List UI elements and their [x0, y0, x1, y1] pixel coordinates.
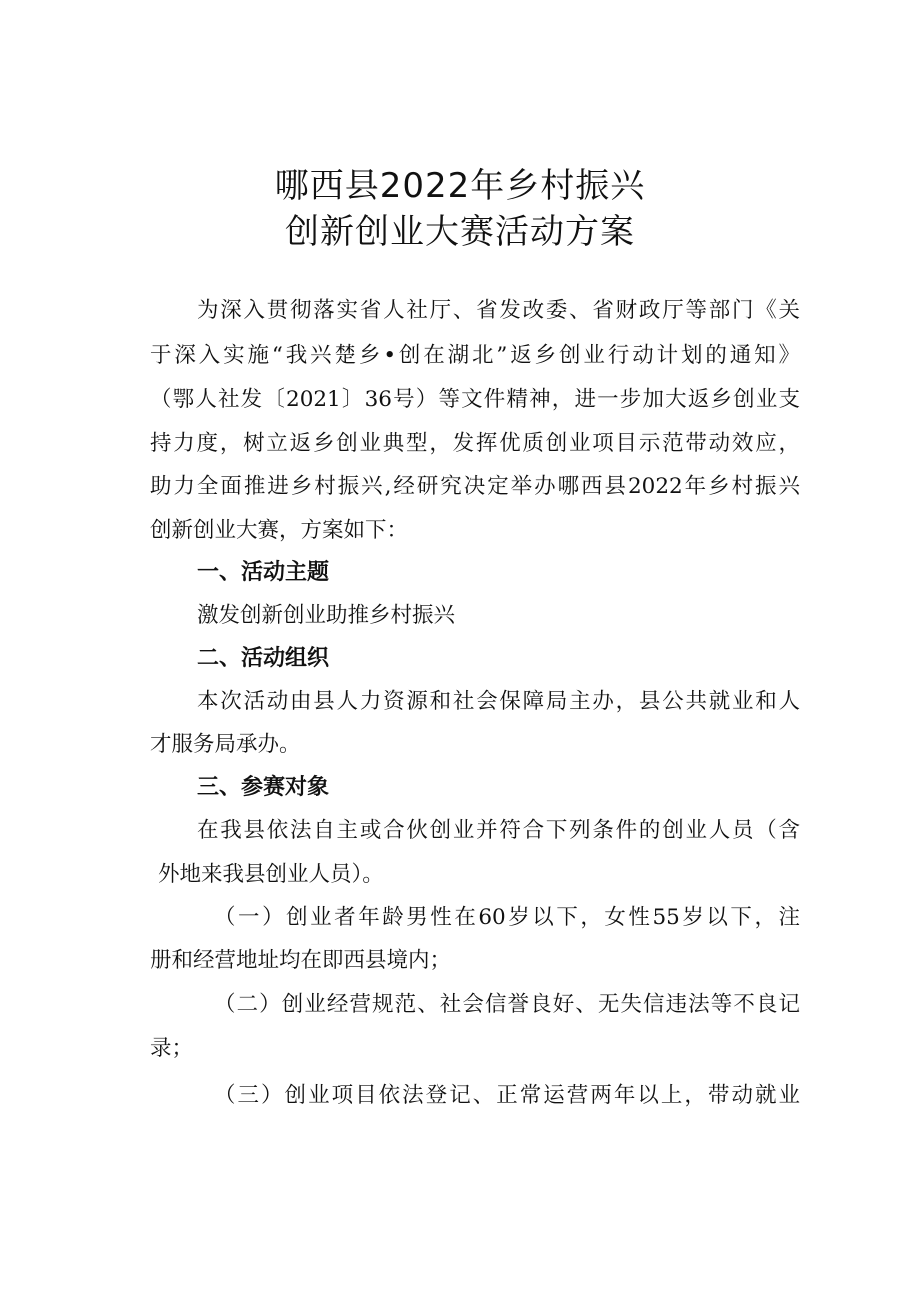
intro-line-4: 持力度，树立返乡创业典型，发挥优质创业项目示范带动效应， [150, 431, 800, 456]
section-3-heading: 三、参赛对象 [197, 775, 330, 800]
section-2-body-line-1: 本次活动由县人力资源和社会保障局主办，县公共就业和人 [197, 689, 800, 714]
section-3-body-line-1: 在我县依法自主或合伙创业并符合下列条件的创业人员（含 [197, 818, 800, 843]
document-title-line-1: 哪西县2022年乡村振兴 [274, 166, 646, 206]
intro-line-2: 于深入实施“我兴楚乡•创在湖北”返乡创业行动计划的通知》 [150, 343, 800, 368]
intro-line-3: （鄂人社发〔2021〕36号）等文件精神，进一步加大返乡创业支 [150, 387, 800, 412]
condition-3-line-1: （三）创业项目依法登记、正常运营两年以上，带动就业 [214, 1083, 800, 1108]
section-2-heading: 二、活动组织 [197, 646, 330, 671]
intro-line-5: 助力全面推进乡村振兴,经研究决定举办哪西县2022年乡村振兴 [150, 474, 800, 499]
condition-1-line-1: （一）创业者年龄男性在60岁以下，女性55岁以下，注 [214, 905, 800, 930]
intro-line-6: 创新创业大赛，方案如下： [150, 518, 409, 543]
section-1-heading: 一、活动主题 [197, 560, 330, 585]
intro-line-1: 为深入贯彻落实省人社厅、省发改委、省财政厅等部门《关 [197, 298, 800, 323]
condition-1-line-2: 册和经营地址均在即西县境内； [150, 948, 452, 973]
section-2-body-line-2: 才服务局承办。 [150, 732, 301, 757]
section-3-body-line-2: 外地来我县创业人员）。 [158, 862, 384, 887]
condition-2-line-1: （二）创业经营规范、社会信誉良好、无失信违法等不良记 [214, 992, 800, 1017]
section-1-body: 激发创新创业助推乡村振兴 [197, 603, 456, 628]
condition-2-line-2: 录； [150, 1036, 194, 1061]
document-title-line-2: 创新创业大赛活动方案 [285, 212, 635, 252]
